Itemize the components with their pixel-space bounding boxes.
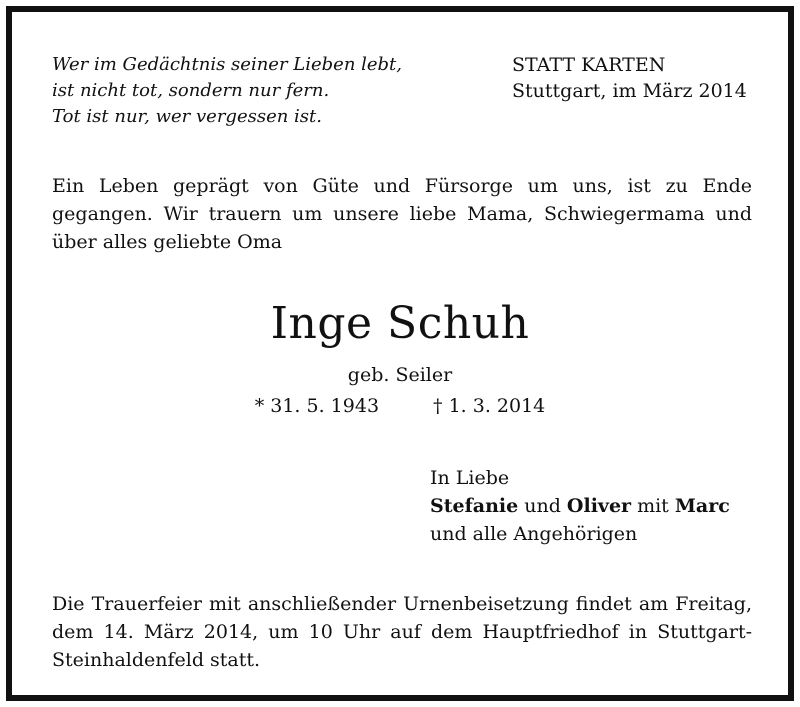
quote-line-2: ist nicht tot, sondern nur fern. — [52, 80, 330, 101]
deceased-name: Inge Schuh — [270, 298, 530, 349]
mourner-stefanie: Stefanie — [430, 495, 519, 517]
memorial-quote — [52, 52, 482, 130]
conjunction-und: und — [518, 495, 567, 517]
mourner-marc: Marc — [674, 495, 730, 517]
header-info — [512, 52, 747, 104]
obituary-frame — [6, 6, 794, 701]
service-paragraph: Die Trauerfeier mit anschließender Urnenbeisetzung findet am Freitag, dem 14. März 2014, um 10 Uhr auf dem Hauptfriedhof in Stuttgart-Steinhaldenfeld statt. — [52, 593, 752, 671]
in-love-line: In Liebe — [430, 467, 510, 489]
mourners-line — [430, 492, 730, 520]
statt-karten-label: STATT KARTEN — [512, 54, 666, 76]
place-date: Stuttgart, im März 2014 — [512, 80, 747, 102]
maiden-name: geb. Seiler — [347, 364, 453, 386]
quote-line-3: Tot ist nur, wer vergessen ist. — [52, 106, 322, 127]
relatives-line: und alle Angehörigen — [430, 523, 638, 545]
death-date: † 1. 3. 2014 — [433, 395, 546, 417]
conjunction-mit: mit — [631, 495, 675, 517]
birth-date: * 31. 5. 1943 — [254, 395, 380, 417]
intro-paragraph: Ein Leben geprägt von Güte und Fürsorge um uns, ist zu Ende gegangen. Wir trauern um unsere liebe Mama, Schwiegermama und über alles geliebte Oma — [52, 175, 752, 253]
mourner-oliver: Oliver — [566, 495, 632, 517]
quote-line-1: Wer im Gedächtnis seiner Lieben lebt, — [52, 54, 403, 75]
signoff-block — [430, 464, 730, 548]
life-dates — [12, 393, 788, 419]
